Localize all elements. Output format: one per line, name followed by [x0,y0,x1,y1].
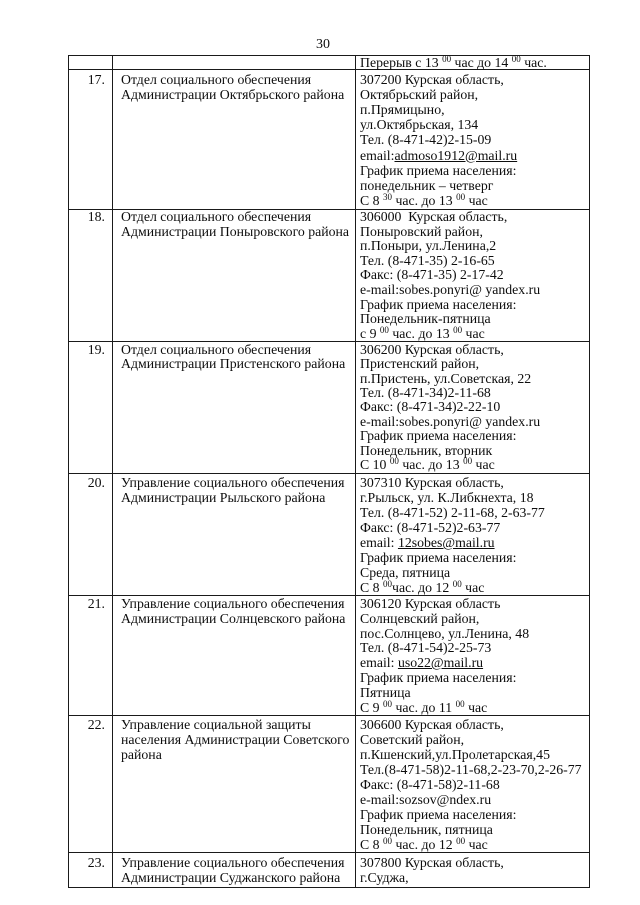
department-name-line: Управление социального обеспечения [121,475,345,490]
contact-line [360,777,587,792]
time-superscript: 00 [383,579,392,589]
time-superscript: 00 [456,192,466,203]
email-link[interactable]: admoso1912@mail.ru [394,147,518,163]
contact-line [360,792,587,807]
contact-line [360,612,587,627]
table-row [69,596,590,716]
contact-text: email: [360,655,398,671]
time-superscript: 00 [452,579,462,589]
contact-details-cell [356,210,590,342]
contact-details-cell [356,716,590,853]
department-name-cell [113,342,356,473]
contact-text: час. до 13 [388,325,454,341]
contact-text: 307800 Курская область, [360,854,504,870]
contact-line [360,400,587,414]
row-number-cell [69,596,113,716]
time-superscript: 00 [379,324,389,335]
contact-text: График приема населения: [360,669,517,685]
contact-line [360,580,587,595]
contact-text: ул.Октябрьская, 134 [360,117,479,133]
contact-line [360,717,587,732]
contact-line [360,132,587,147]
contact-text: С 8 [360,193,383,209]
contact-text: Советский район, [360,731,465,747]
department-name-line: Администрации Суджанского района [121,869,341,885]
contact-text: 307200 Курская область, [360,71,504,87]
table-row [69,70,590,210]
department-name-cell [113,716,356,853]
department-name-line: Управление социального обеспечения [121,854,345,870]
contact-line [360,343,587,357]
contact-line [360,627,587,642]
contact-line [360,268,587,283]
time-superscript: 00 [383,835,392,846]
contact-text: Факс: (8-471-35) 2-17-42 [360,267,504,283]
department-name-line: района [121,746,162,762]
department-name-cell [113,596,356,716]
departments-table-body [69,56,590,888]
contact-details-cell [356,342,590,473]
contact-line [360,550,587,565]
contact-line [360,372,587,386]
contact-text: С 8 [360,580,383,595]
contact-line [360,520,587,535]
row-number-cell [69,716,113,853]
contact-text: час [461,580,485,595]
contact-line [360,163,587,178]
contact-line [360,807,587,822]
table-row [69,210,590,342]
time-superscript: 00 [389,456,399,467]
department-name-line: Управление социальной защиты [121,716,311,732]
contact-text: п.Поныри, ул.Ленина,2 [360,238,497,254]
contact-line [360,505,587,520]
time-superscript: 00 [455,698,465,709]
time-superscript: 00 [453,324,463,335]
contact-text: Тел. (8-471-54)2-25-73 [360,640,492,656]
contact-line [360,312,587,327]
department-name-line: Администрации Октябрьского района [121,86,345,102]
contact-text: с 9 [360,325,380,341]
contact-text: e-mail:sozsov@ndex.ru [360,791,492,807]
contact-text: Тел. (8-471-35) 2-16-65 [360,252,495,268]
contact-text: 306120 Курская область [360,596,501,611]
contact-details-cell [356,70,590,210]
contact-text: Солнцевский район, [360,610,480,626]
contact-line [360,475,587,490]
contact-line [360,357,587,371]
contact-text: Тел. (8-471-42)2-15-09 [360,132,492,148]
time-superscript: 30 [383,192,392,203]
email-link[interactable]: uso22@mail.ru [397,655,484,671]
contact-text: Понедельник, вторник [360,442,493,458]
contact-text: п.Прямицыно, [360,101,445,117]
contact-text: Понедельник-пятница [360,311,491,327]
contact-text: понедельник – четверг [360,177,494,193]
department-name-line: населения Администрации Советского [121,731,350,747]
contact-line [360,415,587,429]
row-number: 17. [87,71,105,87]
contact-text: С 8 [360,836,383,852]
contact-line [360,102,587,117]
contact-text: Октябрьский район, [360,86,479,102]
contact-text: п.Пристень, ул.Советская, 22 [360,370,532,386]
departments-table [68,55,590,888]
row-number: 21. [87,596,105,611]
contact-text: График приема населения: [360,550,517,565]
time-superscript: 00 [511,54,521,64]
contact-text: 306000 Курская область, [360,209,508,224]
contact-text: час. до 13 [398,457,464,473]
contact-line [360,117,587,132]
contact-line [360,597,587,612]
contact-text: Перерыв с 13 [360,55,443,70]
contact-text: Факс: (8-471-34)2-22-10 [360,399,501,415]
table-row-continued [69,56,590,70]
contact-line [360,87,587,102]
contact-line [360,565,587,580]
row-number: 23. [87,854,105,870]
contact-line [360,225,587,240]
contact-text: 306200 Курская область, [360,341,504,357]
contact-line [360,56,587,69]
contact-text: Среда, пятница [360,565,451,580]
contact-line [360,324,587,342]
department-name-line: Отдел социального обеспечения [121,209,312,224]
row-number: 20. [87,475,105,490]
row-number-cell [69,56,113,70]
contact-text: Пристенский район, [360,356,480,372]
row-number-cell [69,210,113,342]
contact-line [360,870,587,885]
contact-text: 307310 Курская область, [360,475,504,490]
contact-text: час. до 11 [392,699,456,715]
contact-line [360,148,587,163]
department-name-cell [113,852,356,887]
contact-text: час. до 12 [392,580,453,595]
department-name-line: Администрации Пристенского района [121,356,346,372]
contact-text: час. [520,55,547,70]
contact-text: час [465,193,488,209]
contact-text: График приема населения: [360,806,517,822]
table-row [69,852,590,887]
contact-details-cell [356,852,590,887]
contact-text: График приема населения: [360,428,517,444]
contact-text: час. до 12 [392,836,457,852]
table-row [69,716,590,853]
contact-text: email: [360,147,395,163]
contact-line [360,210,587,225]
contact-text: час [472,457,495,473]
row-number-cell [69,70,113,210]
contact-text: С 9 [360,699,383,715]
contact-line [360,193,587,208]
department-name-cell [113,473,356,596]
contact-line [360,855,587,870]
row-number: 18. [87,209,105,224]
contact-line [360,254,587,269]
department-name-line: Отдел социального обеспечения [121,341,312,357]
contact-text: Тел. (8-471-52) 2-11-68, 2-63-77 [360,505,545,520]
contact-line [360,458,587,472]
row-number: 19. [87,341,105,357]
contact-text: Тел. (8-471-34)2-11-68 [360,385,491,401]
contact-text: час. до 13 [392,193,457,209]
contact-line [360,386,587,400]
time-superscript: 00 [383,698,392,709]
time-superscript: 00 [442,54,452,64]
table-row [69,473,590,596]
contact-line [360,822,587,837]
contact-text: С 10 [360,457,390,473]
contact-line [360,686,587,701]
time-superscript: 00 [463,456,473,467]
email-link[interactable]: 12sobes@mail.ru [397,535,495,550]
department-name-line: Администрации Солнцевского района [121,610,346,626]
contact-text: Факс: (8-471-52)2-63-77 [360,520,501,535]
contact-text: п.Кшенский,ул.Пролетарская,45 [360,746,550,762]
contact-line [360,535,587,550]
contact-text: г.Суджа, [360,869,409,885]
contact-text: Факс: (8-471-58)2-11-68 [360,776,500,792]
contact-line [360,429,587,443]
contact-line [360,747,587,762]
contact-text: График приема населения: [360,296,517,312]
contact-details-cell [356,56,590,70]
page-number: 30 [316,37,330,52]
department-name-line: Управление социального обеспечения [121,596,345,611]
department-name-cell [113,70,356,210]
department-name-line: Администрации Поныровского района [121,223,350,239]
department-name-cell [113,210,356,342]
contact-text: Поныровский район, [360,223,483,239]
row-number-cell [69,473,113,596]
contact-text: График приема населения: [360,162,517,178]
contact-text: час [462,325,485,341]
contact-details-cell [356,596,590,716]
contact-line [360,656,587,671]
row-number: 22. [87,716,105,732]
row-number-cell [69,852,113,887]
contact-text: г.Рыльск, ул. К.Либкнехта, 18 [360,490,534,505]
time-superscript: 00 [456,835,466,846]
department-name-line: Отдел социального обеспечения [121,71,312,87]
contact-text: час [464,699,488,715]
contact-text: Понедельник, пятница [360,821,493,837]
contact-line [360,671,587,686]
contact-text: час [465,836,488,852]
contact-text: e-mail:sobes.ponyri@ yandex.ru [360,281,541,297]
contact-line [360,490,587,505]
department-name-cell [113,56,356,70]
contact-line [360,72,587,87]
contact-details-cell [356,473,590,596]
department-name-line: Администрации Рыльского района [121,490,326,505]
contact-text: email: [360,535,398,550]
contact-line [360,762,587,777]
contact-text: Тел.(8-471-58)2-11-68,2-23-70,2-26-77 [360,761,582,777]
contact-line [360,283,587,298]
contact-line [360,698,587,716]
contact-line [360,732,587,747]
contact-line [360,239,587,254]
contact-line [360,641,587,656]
row-number-cell [69,342,113,473]
contact-line [360,837,587,852]
contact-line [360,298,587,313]
table-row [69,342,590,473]
contact-text: пос.Солнцево, ул.Ленина, 48 [360,625,530,641]
contact-line [360,178,587,193]
contact-text: час до 14 [451,55,512,70]
contact-text: 306600 Курская область, [360,716,504,732]
contact-text: e-mail:sobes.ponyri@ yandex.ru [360,413,541,429]
contact-text: Пятница [360,684,411,700]
